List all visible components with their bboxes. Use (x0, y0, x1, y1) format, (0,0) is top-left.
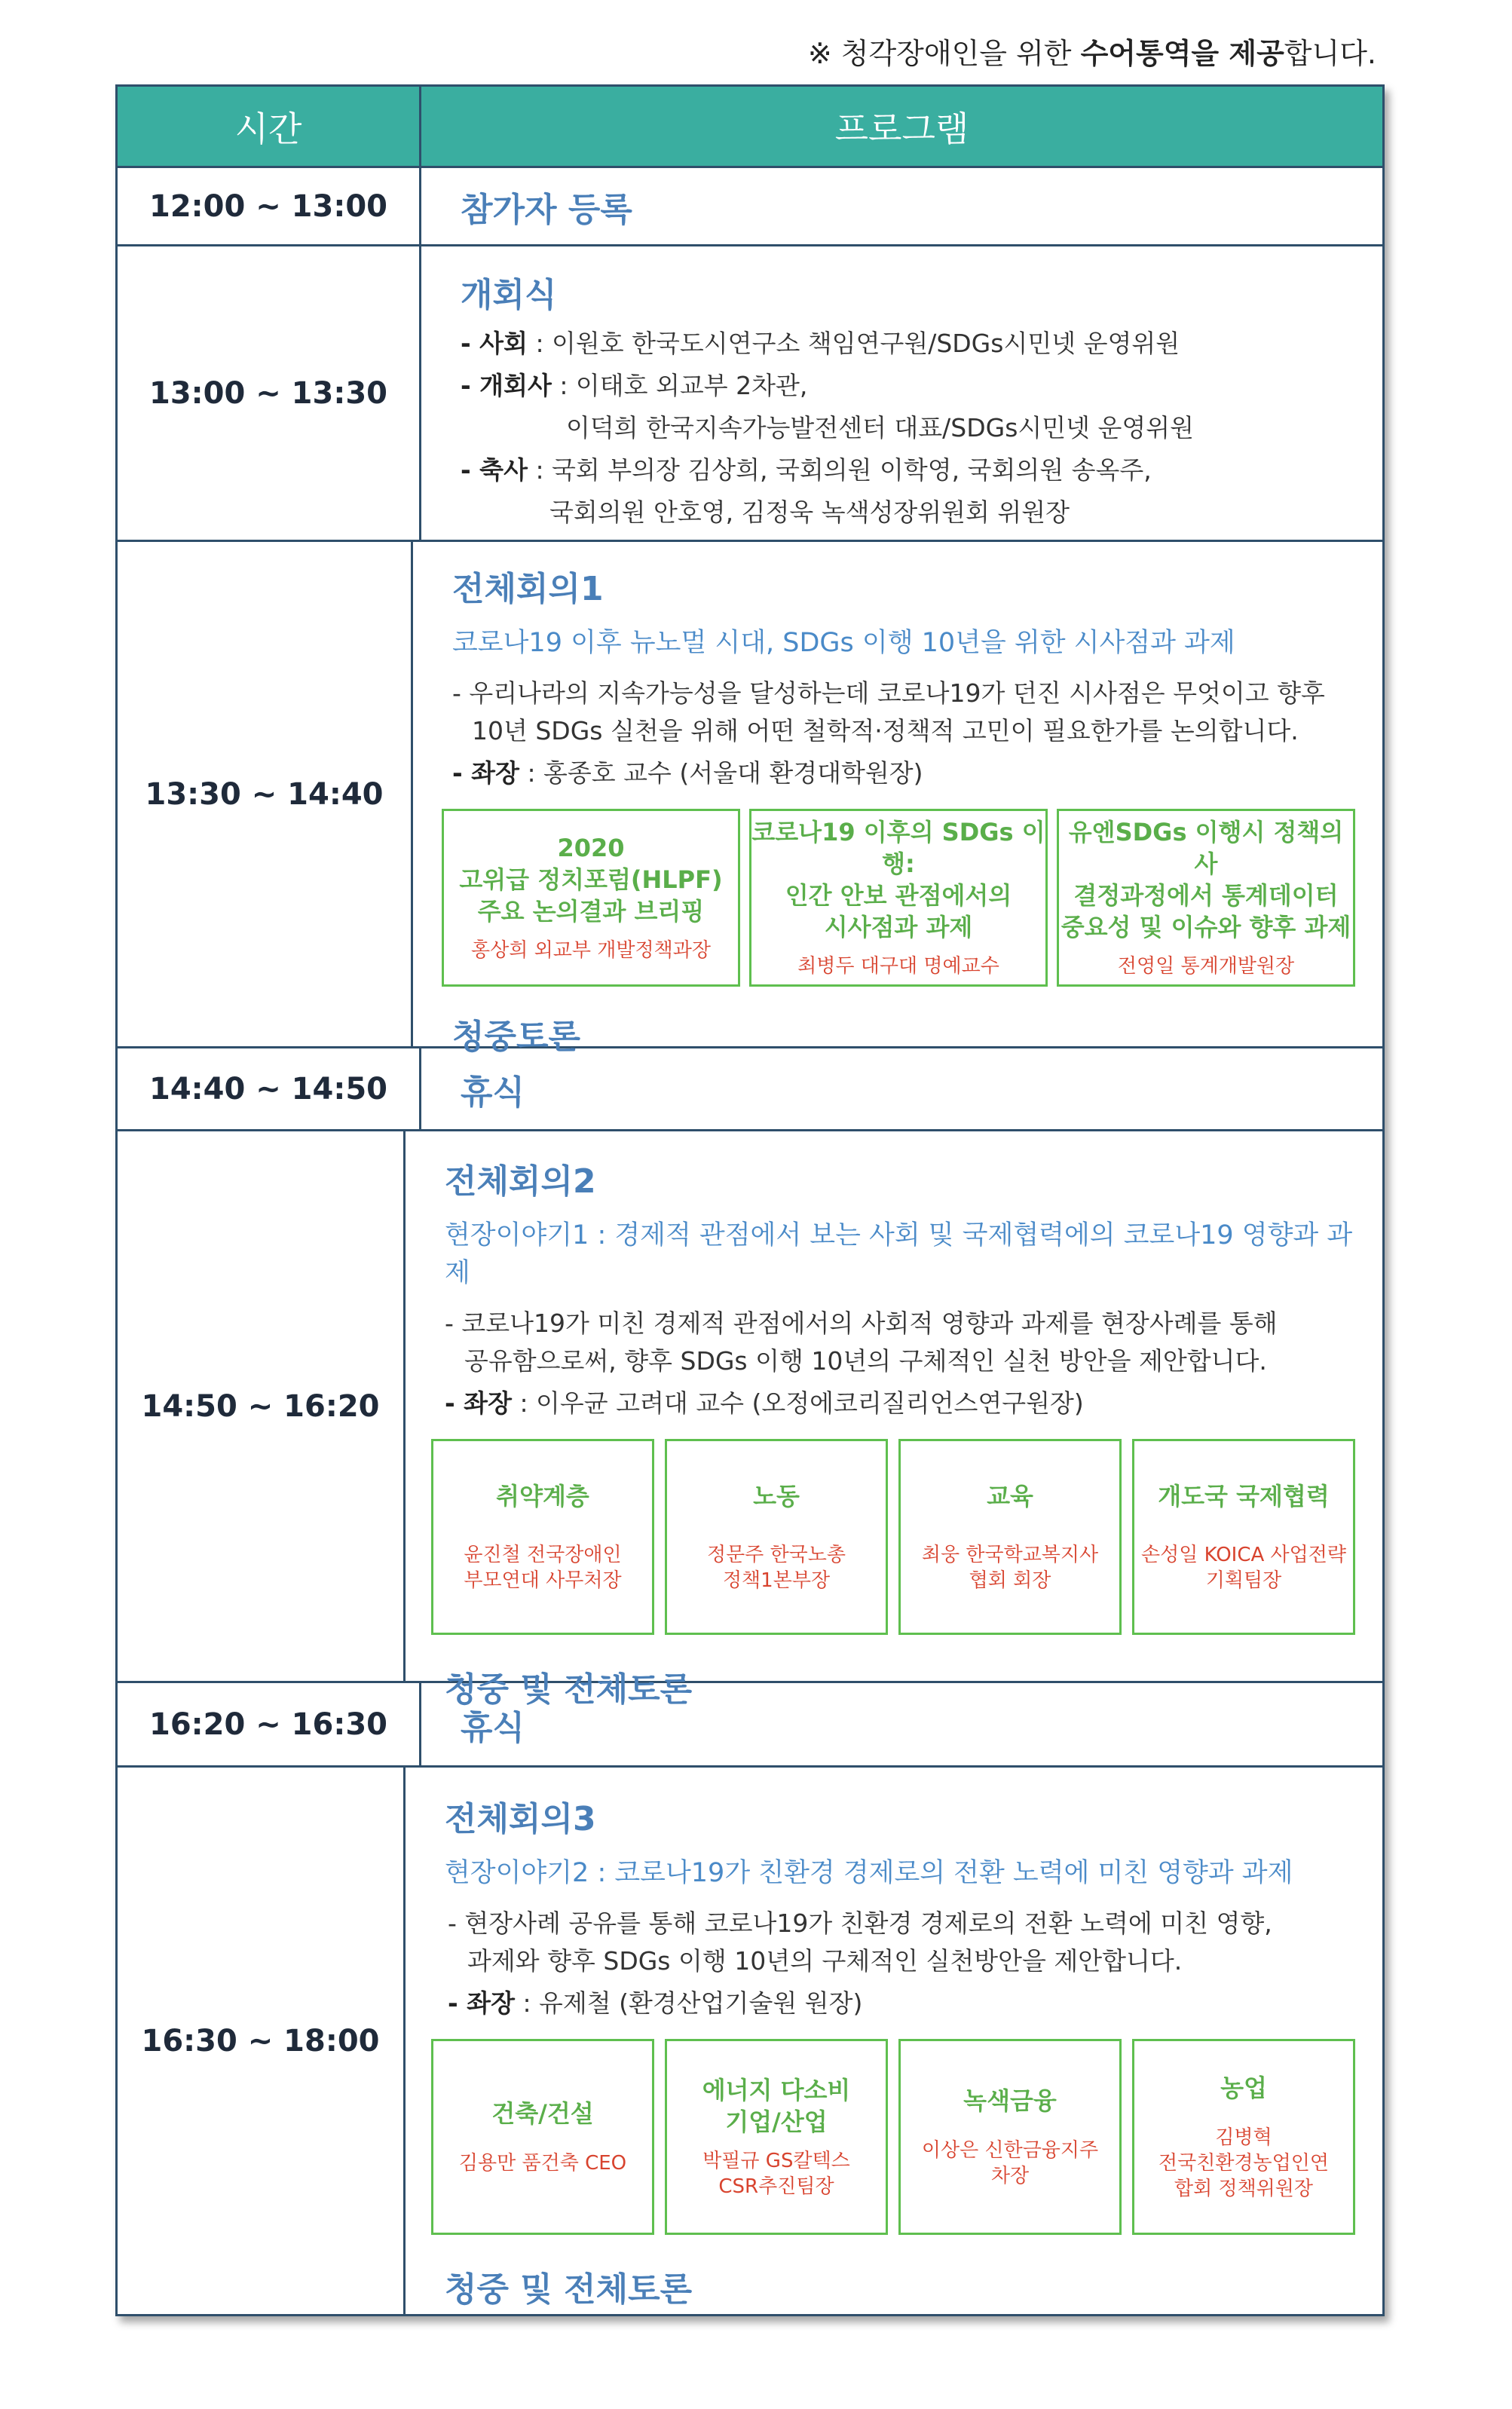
box-title: 노동 (753, 1482, 800, 1511)
box-speaker: 합회 정책위원장 (1174, 2178, 1314, 2200)
box-title: 주요 논의결과 브리핑 (477, 897, 705, 926)
box-speaker: 홍상희 외교부 개발정책과장 (471, 939, 711, 962)
box-speaker: CSR추진팀장 (718, 2175, 834, 2198)
chair-text: : 유제철 (환경산업기술원 원장) (514, 1988, 863, 2018)
table-row (118, 542, 1382, 1056)
session-subtitle: 코로나19 이후 뉴노멀 시대, SDGs 이행 10년을 위한 시사점과 과제 (452, 628, 1235, 658)
topic-box (665, 1439, 888, 1635)
topic-box (665, 2039, 888, 2235)
chair-text: : 이우균 고려대 교수 (오정에코리질리언스연구원장) (511, 1388, 1084, 1418)
box-speaker: 이상은 신한금융지주 (921, 2139, 1099, 2162)
box-title: 코로나19 이후의 SDGs 이행: (751, 818, 1045, 878)
session-title: 개회식 (461, 276, 557, 314)
session-title: 전체회의2 (445, 1162, 596, 1201)
topic-box (1132, 2039, 1355, 2235)
chair-line (431, 1385, 1355, 1422)
box-title: 녹색금융 (963, 2086, 1057, 2115)
row-time: 14:50 ~ 16:20 (118, 1131, 406, 1681)
table-row (118, 1683, 1382, 1768)
session-subtitle: 현장이야기1 : 경제적 관점에서 보는 사회 및 국제협력에의 코로나19 영향과 과제 (445, 1220, 1353, 1288)
presentation-box (749, 809, 1048, 987)
description-line: 공유함으로써, 향후 SDGs 이행 10년의 구체적인 실천 방안을 제안합니다. (464, 1346, 1267, 1376)
box-title: 시사점과 과제 (824, 913, 973, 941)
description-line: 10년 SDGs 실천을 위해 어떤 철학적·정책적 고민이 필요한가를 논의합니다. (472, 716, 1299, 745)
box-speaker: 전영일 통계개발원장 (1117, 955, 1295, 978)
session-title: 참가자 등록 (461, 190, 632, 229)
congrats-text: : 국회 부의장 김상희, 국회의원 이학영, 국회의원 송옥주, (527, 455, 1152, 485)
description-line: 과제와 향후 SDGs 이행 10년의 구체적인 실천방안을 제안합니다. (467, 1946, 1183, 1976)
description-line: - 우리나라의 지속가능성을 달성하는데 코로나19가 던진 시사점은 무엇이고 향후 (452, 678, 1325, 708)
opening-label: - 개회사 (461, 371, 552, 400)
topic-box (898, 2039, 1122, 2235)
session-title: 휴식 (461, 1708, 525, 1747)
box-title: 결정과정에서 통계데이터 (1073, 881, 1339, 910)
table-row (118, 1768, 1382, 2314)
description-line: - 현장사례 공유를 통해 코로나19가 친환경 경제로의 전환 노력에 미친 영향, (448, 1909, 1272, 1938)
box-title: 에너지 다소비 (702, 2076, 851, 2104)
box-speaker: 협회 회장 (969, 1569, 1051, 1592)
notice-prefix: ※ 청각장애인을 위한 (807, 37, 1081, 70)
table-row (118, 246, 1382, 542)
row-time: 12:00 ~ 13:00 (118, 168, 421, 244)
box-speaker: 김용만 품건축 CEO (458, 2152, 627, 2175)
presentation-box (1057, 809, 1355, 987)
presentation-boxes (442, 809, 1355, 987)
box-title: 개도국 국제협력 (1158, 1482, 1330, 1511)
box-title: 2020 (557, 834, 625, 862)
box-title: 중요성 및 이슈와 향후 과제 (1061, 913, 1351, 941)
box-speaker: 정문주 한국노총 (706, 1544, 846, 1566)
topic-box (898, 1439, 1122, 1635)
box-speaker: 최병두 대구대 명예교수 (797, 955, 999, 978)
opening-line (461, 367, 1355, 405)
emcee-label: - 사회 (461, 329, 528, 358)
box-speaker: 차장 (990, 2165, 1030, 2187)
topic-boxes (431, 2039, 1355, 2235)
box-title: 고위급 정치포럼(HLPF) (459, 865, 723, 894)
congrats-line (461, 451, 1355, 489)
header-time: 시간 (118, 87, 421, 166)
box-speaker: 박필규 GS칼텍스 (702, 2150, 850, 2172)
row-time: 13:00 ~ 13:30 (118, 246, 421, 540)
discussion-title: 청중토론 (452, 1018, 581, 1056)
box-title: 유엔SDGs 이행시 정책의사 (1068, 818, 1344, 878)
discussion-title: 청중 및 전체토론 (445, 1670, 693, 1709)
box-speaker: 김병혁 (1215, 2126, 1272, 2149)
session-title: 전체회의1 (452, 570, 604, 608)
topic-box (431, 2039, 654, 2235)
header-program: 프로그램 (834, 108, 969, 149)
discussion-title: 청중 및 전체토론 (445, 2270, 693, 2309)
row-time: 16:30 ~ 18:00 (118, 1768, 406, 2314)
chair-label: - 좌장 (448, 1988, 515, 2018)
box-speaker: 기획팀장 (1205, 1569, 1282, 1592)
notice-bold: 수어통역을 제공 (1080, 37, 1284, 70)
session-title: 휴식 (461, 1073, 525, 1112)
emcee-line (461, 325, 1355, 363)
session-title: 전체회의3 (445, 1800, 596, 1838)
table-row (118, 1131, 1382, 1709)
box-title: 인간 안보 관점에서의 (785, 881, 1012, 910)
chair-line (431, 1985, 1355, 2022)
interpretation-notice (808, 30, 1376, 72)
description-line: - 코로나19가 미친 경제적 관점에서의 사회적 영향과 과제를 현장사례를 통해 (445, 1309, 1278, 1338)
row-time: 13:30 ~ 14:40 (118, 542, 413, 1046)
row-time: 16:20 ~ 16:30 (118, 1683, 421, 1765)
notice-suffix: 합니다. (1284, 37, 1376, 70)
table-row (118, 168, 1382, 246)
opening-text: : 이태호 외교부 2차관, (551, 371, 808, 400)
box-title: 건축/건설 (491, 2099, 594, 2128)
congrats-line-2: 국회의원 안호영, 김정욱 녹색성장위원회 위원장 (549, 497, 1070, 527)
emcee-text: : 이원호 한국도시연구소 책임연구원/SDGs시민넷 운영위원 (527, 329, 1180, 358)
topic-box (431, 1439, 654, 1635)
topic-boxes (431, 1439, 1355, 1635)
box-speaker: 전국친환경농업인연 (1158, 2152, 1330, 2175)
box-title: 교육 (987, 1482, 1033, 1511)
opening-line-2: 이덕희 한국지속가능발전센터 대표/SDGs시민넷 운영위원 (566, 413, 1195, 442)
table-row (118, 1048, 1382, 1131)
table-header (118, 87, 1382, 168)
row-time: 14:40 ~ 14:50 (118, 1048, 421, 1129)
box-speaker: 최웅 한국학교복지사 (921, 1544, 1099, 1566)
session-subtitle: 현장이야기2 : 코로나19가 친환경 경제로의 전환 노력에 미친 영향과 과제 (445, 1858, 1293, 1888)
box-title: 농업 (1220, 2074, 1267, 2102)
chair-line (442, 755, 1355, 792)
congrats-label: - 축사 (461, 455, 528, 485)
topic-box (1132, 1439, 1355, 1635)
box-speaker: 정책1본부장 (722, 1569, 831, 1592)
box-speaker: 부모연대 사무처장 (464, 1569, 622, 1592)
box-title: 기업/산업 (725, 2107, 828, 2136)
box-title: 취약계층 (496, 1482, 589, 1511)
chair-label: - 좌장 (452, 758, 519, 788)
chair-text: : 홍종호 교수 (서울대 환경대학원장) (519, 758, 923, 788)
box-speaker: 윤진철 전국장애인 (464, 1544, 622, 1566)
presentation-box (442, 809, 740, 987)
schedule-table (115, 84, 1385, 2316)
chair-label: - 좌장 (445, 1388, 512, 1418)
box-speaker: 손성일 KOICA 사업전략 (1140, 1544, 1347, 1566)
